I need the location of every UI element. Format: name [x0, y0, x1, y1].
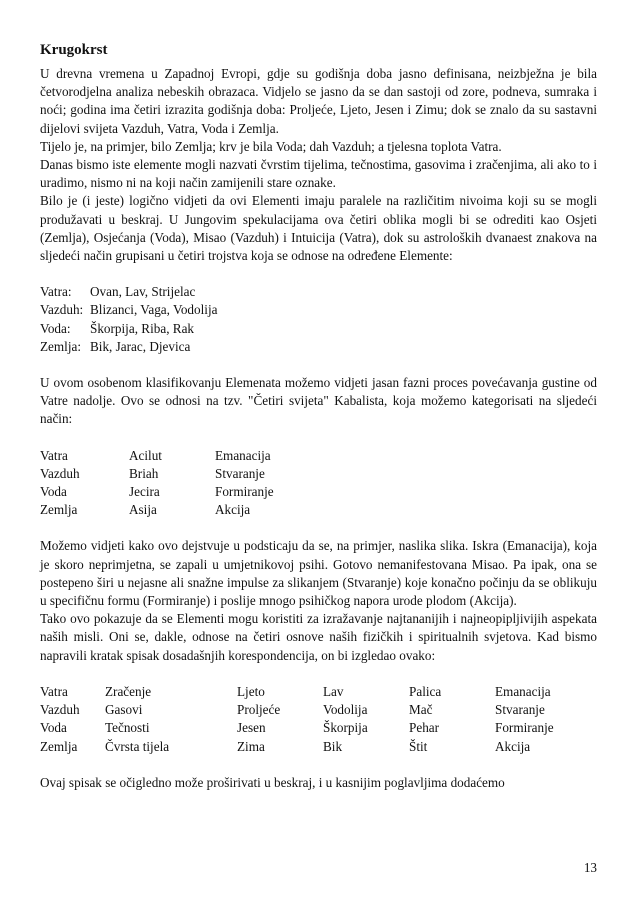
table-cell: Voda: [40, 320, 71, 336]
table-row [40, 501, 274, 519]
table-row [40, 701, 554, 719]
table-row [40, 447, 274, 465]
table-cell: Briah [129, 465, 159, 481]
table-cell: Stvaranje [215, 465, 265, 481]
table-cell: Tečnosti [105, 720, 150, 736]
table-cell: Emanacija [215, 447, 271, 463]
table-cell: Acilut [129, 447, 162, 463]
table-cell: Zračenje [105, 683, 152, 699]
table-cell: Vazduh [40, 465, 80, 481]
table-cell: Palica [409, 683, 442, 699]
paragraph: Tako ovo pokazuje da se Elementi mogu koristiti za izražavanje najtananijih i najneopipljivijih aspekata naših misli. Oni se, dakle, odnose na četiri osnove naših fizičkih i spiritualnih svjetova. Kad bismo napravili kratak spisak dosadašnjih korespondencija, on bi izgledao ovako: [40, 611, 597, 663]
spacer [40, 356, 597, 374]
signs-table [40, 283, 217, 356]
table-cell: Štit [409, 738, 428, 754]
table-cell: Škorpija [323, 720, 368, 736]
table-cell: Mač [409, 702, 433, 718]
table-cell: Vatra [40, 447, 68, 463]
paragraph: U drevna vremena u Zapadnoj Evropi, gdje su godišnja doba jasno definisana, neizbježna je bila četvorodjelna analiza nebeskih obrazaca. Vidjelo se jasno da se dan sastoji od zore, podneva, sumraka i noći; godina ima četiri izrazita godišnja doba: Proljeće, Ljeto, Jesen i Zimu; dok se znalo da su sastavni dijelovi svijeta Vazduh, Vatra, Voda i Zemlja. [40, 66, 597, 136]
table-row [40, 301, 217, 319]
table-row [40, 320, 217, 338]
table-cell: Blizanci, Vaga, Vodolija [90, 302, 218, 318]
table-row [40, 283, 217, 301]
spacer [40, 429, 597, 447]
spacer [40, 265, 597, 283]
table-row [40, 465, 274, 483]
table-cell: Gasovi [105, 702, 143, 718]
table-cell: Zemlja: [40, 338, 82, 354]
table-row [40, 738, 554, 756]
table-cell: Stvaranje [495, 702, 545, 718]
spacer [40, 665, 597, 683]
page-title: Krugokrst [40, 42, 108, 58]
correspondences-table [40, 683, 554, 756]
table-row [40, 338, 217, 356]
table-cell: Akcija [215, 502, 251, 518]
paragraph: Ovaj spisak se očigledno može proširivati u beskraj, i u kasnijim poglavljima dodaćemo [40, 774, 505, 790]
table-row [40, 719, 554, 737]
table-row [40, 483, 274, 501]
table-cell: Vazduh: [40, 302, 84, 318]
paragraph: Danas bismo iste elemente mogli nazvati čvrstim tijelima, tečnostima, gasovima i zračenjima, ali ako to i uradimo, nismo ni na koji način zamijenili stare oznake. [40, 157, 597, 191]
table-cell: Zemlja [40, 502, 78, 518]
table-cell: Vodolija [323, 702, 368, 718]
table-cell: Jesen [237, 720, 266, 736]
paragraph: Tijelo je, na primjer, bilo Zemlja; krv je bila Voda; dah Vazduh; a tjelesna toplota Vatra. [40, 138, 502, 154]
table-cell: Proljeće [237, 702, 281, 718]
page-content [40, 40, 597, 792]
paragraph: Bilo je (i jeste) logično vidjeti da ovi Elementi imaju paralele na različitim nivoima koji su se mogli produžavati u beskraj. U Jungovim spekulacijama ova četiri oblika mogli bi se odrediti kao Osjeti (Zemlja), Osjećanja (Voda), Misao (Vazduh) i Intuicija (Vatra), dok su astroloških dvanaest znakova na sljedeći način grupisani u četiri trojstva koja se odnose na određene Elemente: [40, 193, 597, 264]
table-cell: Bik, Jarac, Djevica [90, 338, 191, 354]
table-cell: Emanacija [495, 683, 551, 699]
table-cell: Jecira [129, 484, 160, 500]
paragraph: Možemo vidjeti kako ovo dejstvuje u podsticaju da se, na primjer, naslika slika. Iskra (Emanacija), koja je skoro neprimjetna, se zapali u umjetnikovoj psihi. Gotovo nemanifestovana Misao. Pa ipak, ona se postepeno širi u nejasne ali snažne impulse za slikanjem (Stvaranje) koje konačno počinju da se oblikuju u specifičnu formu (Formiranje) i poslije mnogo psihičkog napora urode plodom (Akcija). [40, 538, 597, 609]
paragraph: U ovom osobenom klasifikovanju Elemenata možemo vidjeti jasan fazni proces povećavanja gustine od Vatre nadolje. Ovo se odnosi na tzv. "Četiri svijeta" Kabalista, koja možemo kategorisati na sljedeći način: [40, 375, 597, 427]
table-cell: Bik [323, 738, 343, 754]
table-cell: Čvrsta tijela [105, 738, 170, 754]
table-row [40, 683, 554, 701]
table-cell: Pehar [409, 720, 440, 736]
table-cell: Vazduh [40, 702, 80, 718]
spacer [40, 756, 597, 774]
table-cell: Zemlja [40, 738, 78, 754]
table-cell: Ovan, Lav, Strijelac [90, 284, 196, 300]
table-cell: Vatra: [40, 284, 72, 300]
table-cell: Vatra [40, 683, 68, 699]
table-cell: Zima [237, 738, 265, 754]
table-cell: Ljeto [237, 683, 265, 699]
table-cell: Akcija [495, 738, 531, 754]
worlds-table [40, 447, 274, 520]
table-cell: Škorpija, Riba, Rak [90, 320, 195, 336]
table-cell: Formiranje [215, 484, 274, 500]
table-cell: Voda [40, 484, 67, 500]
spacer [40, 519, 597, 537]
table-cell: Voda [40, 720, 67, 736]
table-cell: Formiranje [495, 720, 554, 736]
table-cell: Asija [129, 502, 157, 518]
table-cell: Lav [323, 683, 344, 699]
page-number: 13 [583, 860, 597, 875]
